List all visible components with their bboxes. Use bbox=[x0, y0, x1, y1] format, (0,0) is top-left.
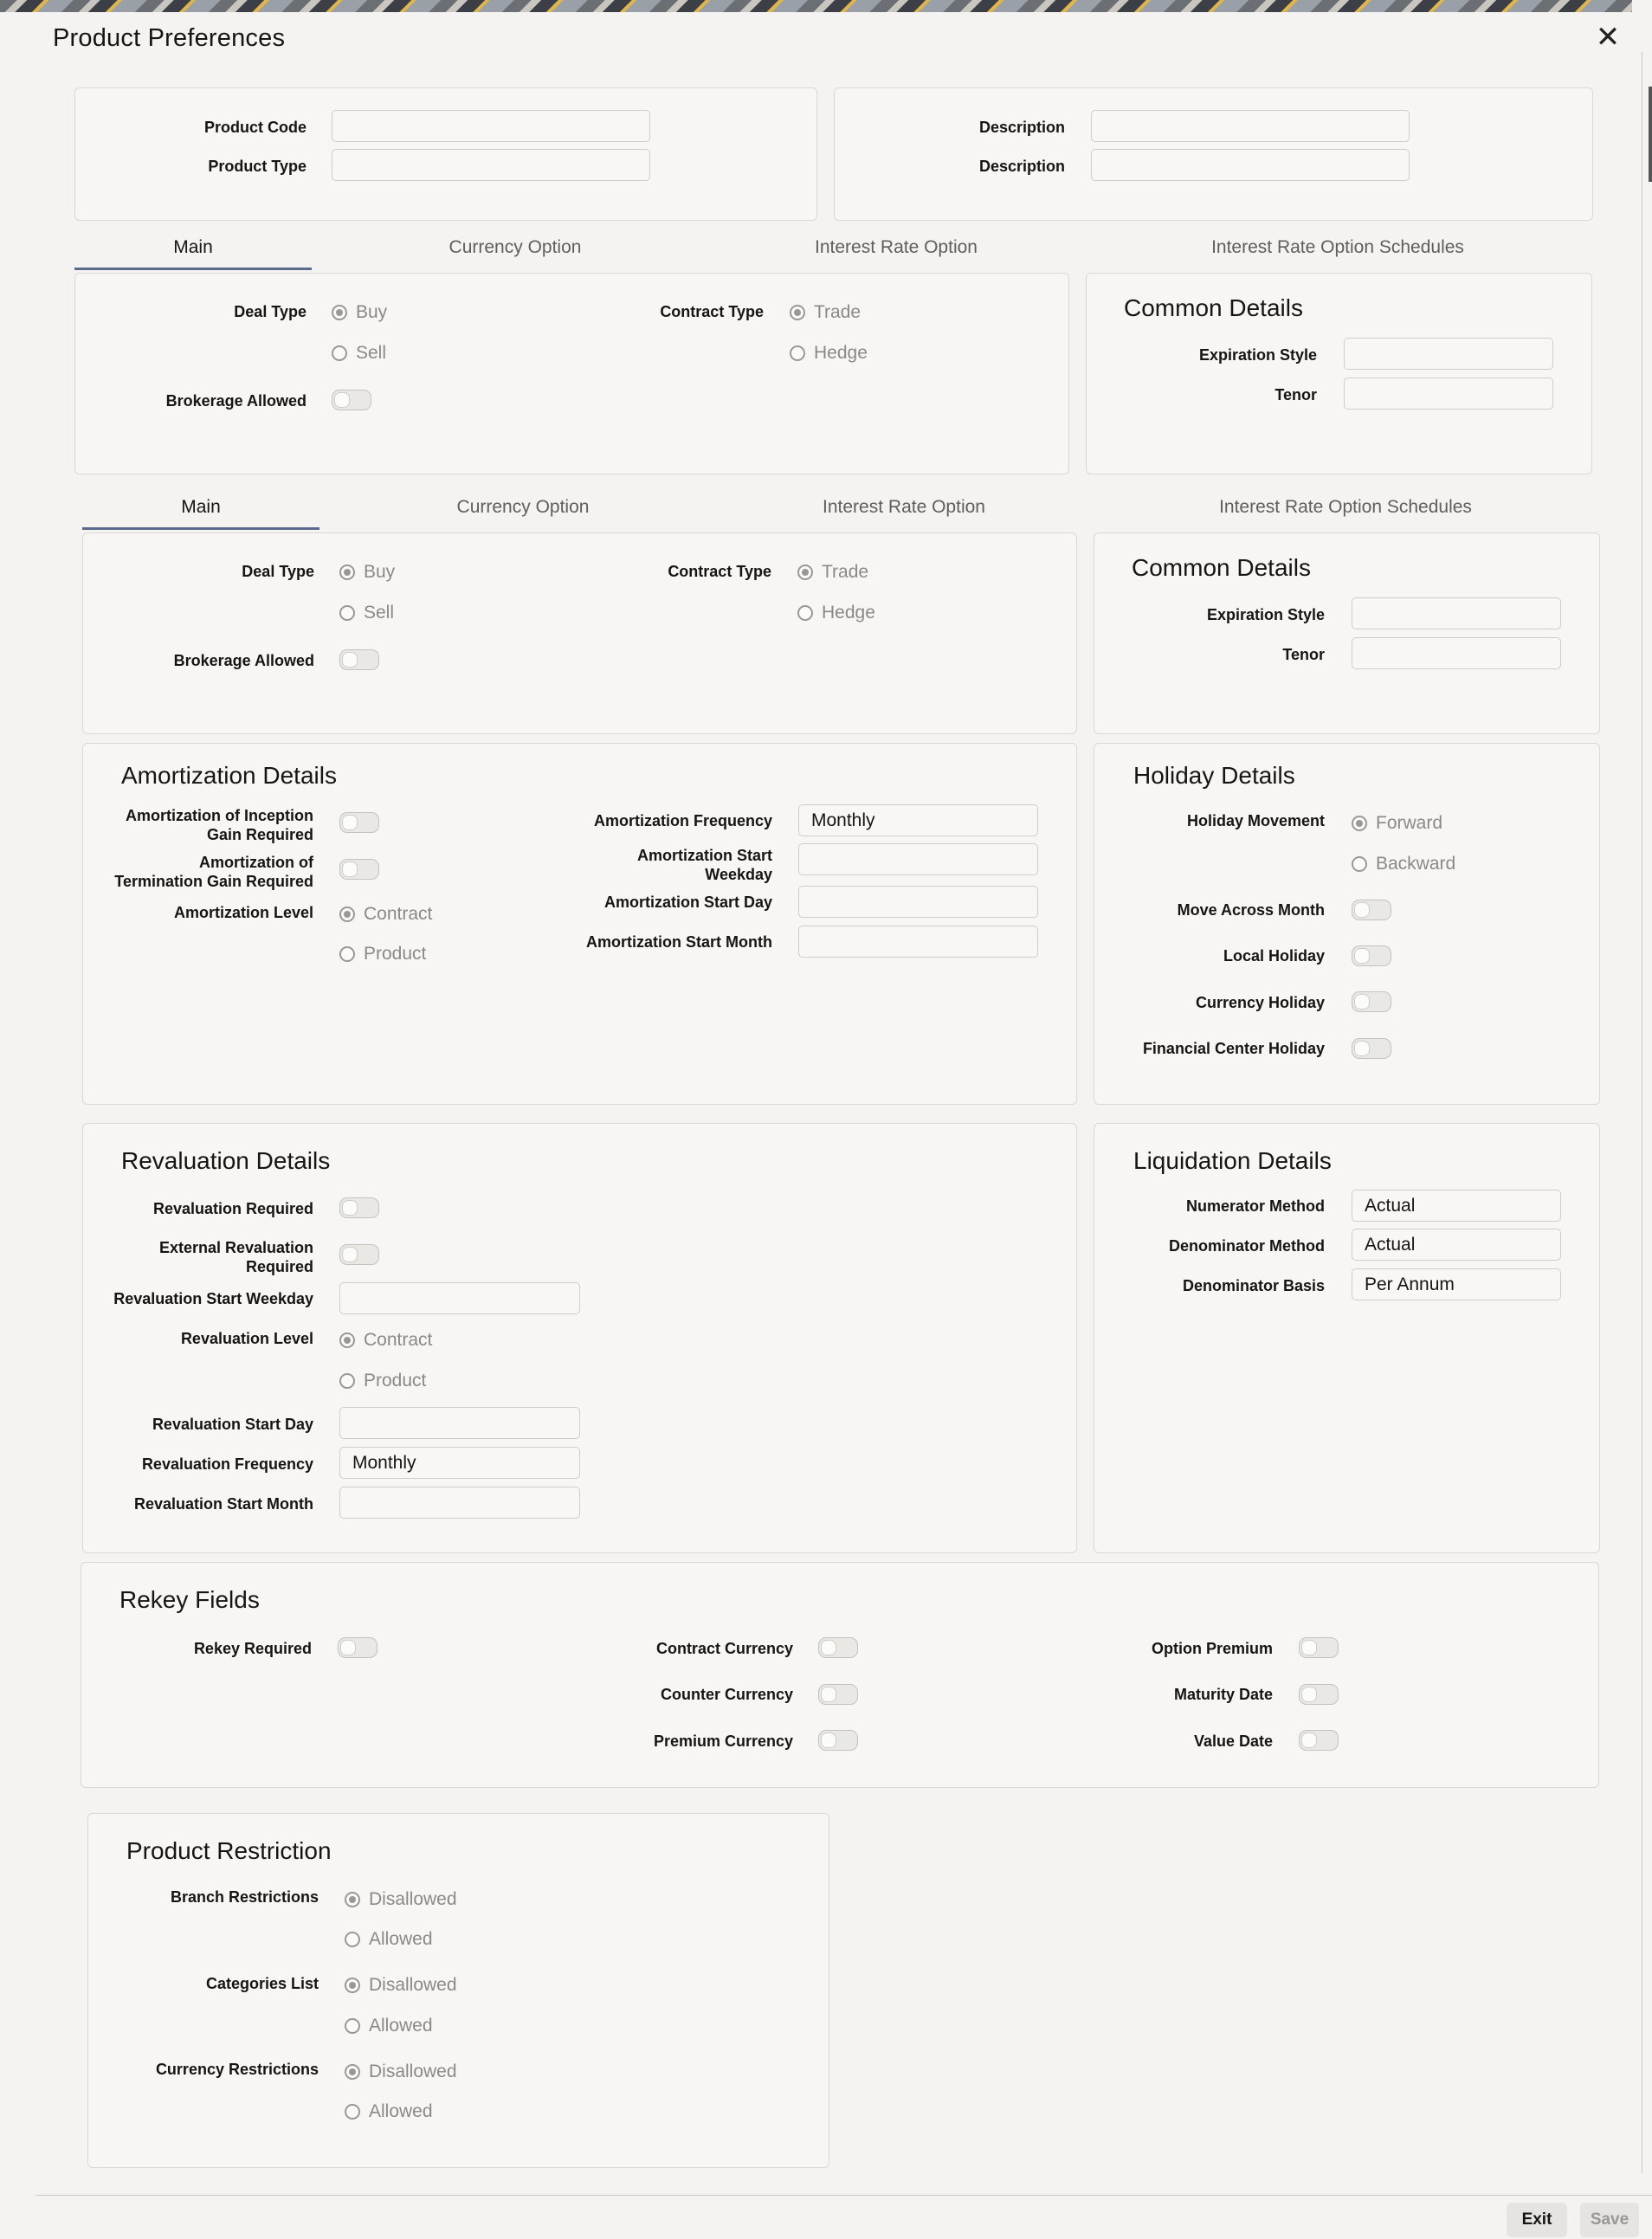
header-banner bbox=[0, 0, 1632, 12]
expiration-style-input[interactable] bbox=[1344, 338, 1553, 370]
amortization-inception-toggle[interactable] bbox=[339, 812, 379, 833]
window-title: Product Preferences bbox=[53, 24, 286, 52]
tab-active-indicator bbox=[82, 527, 319, 530]
rekey-required-label: Rekey Required bbox=[193, 1640, 312, 1657]
holiday-backward-radio[interactable]: Backward bbox=[1352, 854, 1455, 874]
deal-type-label: Deal Type bbox=[242, 563, 314, 580]
expiration-style-label: Expiration Style bbox=[1206, 606, 1325, 623]
option-premium-label: Option Premium bbox=[1151, 1640, 1273, 1657]
currency-allowed-radio[interactable]: Allowed bbox=[345, 2101, 433, 2122]
amortization-inception-label: Amortization of Inception Gain Required bbox=[126, 807, 313, 843]
amortization-level-contract-radio[interactable]: Contract bbox=[339, 904, 432, 925]
tab-currency-option[interactable]: Currency Option bbox=[448, 237, 582, 257]
save-button[interactable]: Save bbox=[1580, 2203, 1639, 2237]
rekey-heading: Rekey Fields bbox=[119, 1586, 260, 1613]
currency-holiday-label: Currency Holiday bbox=[1195, 994, 1325, 1011]
categories-allowed-radio[interactable]: Allowed bbox=[345, 2016, 433, 2036]
contract-currency-label: Contract Currency bbox=[655, 1640, 793, 1657]
holiday-forward-radio[interactable]: Forward bbox=[1352, 813, 1442, 834]
contract-type-label: Contract Type bbox=[660, 303, 764, 320]
contract-type-label: Contract Type bbox=[668, 563, 771, 580]
deal-type-buy-radio[interactable]: Buy bbox=[332, 302, 387, 323]
deal-type-sell-radio[interactable]: Sell bbox=[332, 343, 386, 364]
liquidation-panel bbox=[1094, 1123, 1600, 1553]
option-premium-toggle[interactable] bbox=[1299, 1637, 1339, 1658]
external-revaluation-label: External Revaluation Required bbox=[158, 1239, 313, 1275]
external-revaluation-toggle[interactable] bbox=[339, 1244, 379, 1265]
tab-main[interactable]: Main bbox=[173, 237, 213, 257]
tab-main[interactable]: Main bbox=[181, 497, 221, 517]
contract-type-hedge-radio[interactable]: Hedge bbox=[797, 603, 875, 623]
revaluation-start-month-input[interactable] bbox=[339, 1487, 580, 1519]
premium-currency-label: Premium Currency bbox=[653, 1732, 793, 1750]
value-date-toggle[interactable] bbox=[1299, 1730, 1339, 1751]
branch-disallowed-radio[interactable]: Disallowed bbox=[345, 1889, 457, 1910]
denominator-basis-input[interactable]: Per Annum bbox=[1352, 1268, 1561, 1300]
currency-restrictions-label: Currency Restrictions bbox=[155, 2061, 319, 2078]
revaluation-start-day-input[interactable] bbox=[339, 1407, 580, 1439]
tenor-input[interactable] bbox=[1344, 377, 1553, 410]
maturity-date-label: Maturity Date bbox=[1173, 1686, 1273, 1703]
maturity-date-toggle[interactable] bbox=[1299, 1684, 1339, 1705]
local-holiday-label: Local Holiday bbox=[1223, 947, 1325, 965]
revaluation-start-weekday-label: Revaluation Start Weekday bbox=[113, 1290, 313, 1307]
categories-list-label: Categories List bbox=[205, 1975, 319, 1992]
counter-currency-label: Counter Currency bbox=[660, 1686, 793, 1703]
tab-interest-rate-option-schedules[interactable]: Interest Rate Option Schedules bbox=[1219, 497, 1472, 517]
amortization-termination-toggle[interactable] bbox=[339, 859, 379, 880]
amortization-level-label: Amortization Level bbox=[173, 904, 313, 921]
tenor-input[interactable] bbox=[1352, 637, 1561, 669]
brokerage-allowed-toggle[interactable] bbox=[332, 390, 371, 410]
expiration-style-label: Expiration Style bbox=[1198, 346, 1317, 364]
contract-type-trade-radio[interactable]: Trade bbox=[790, 302, 861, 323]
revaluation-level-contract-radio[interactable]: Contract bbox=[339, 1330, 432, 1351]
amortization-start-month-input[interactable] bbox=[798, 926, 1038, 958]
tenor-label: Tenor bbox=[1282, 646, 1325, 663]
amortization-start-month-label: Amortization Start Month bbox=[586, 933, 772, 951]
amortization-panel bbox=[82, 743, 1077, 1105]
rekey-panel bbox=[81, 1562, 1599, 1788]
revaluation-level-label: Revaluation Level bbox=[180, 1330, 313, 1347]
revaluation-frequency-label: Revaluation Frequency bbox=[141, 1455, 313, 1473]
holiday-heading: Holiday Details bbox=[1133, 762, 1295, 789]
tab-interest-rate-option-schedules[interactable]: Interest Rate Option Schedules bbox=[1211, 237, 1464, 257]
amortization-frequency-input[interactable]: Monthly bbox=[798, 804, 1038, 836]
tab-active-indicator bbox=[74, 268, 312, 270]
holiday-movement-label: Holiday Movement bbox=[1186, 812, 1325, 829]
product-code-label: Product Code bbox=[203, 119, 307, 136]
financial-center-holiday-label: Financial Center Holiday bbox=[1142, 1040, 1325, 1057]
revaluation-level-product-radio[interactable]: Product bbox=[339, 1371, 426, 1391]
contract-currency-toggle[interactable] bbox=[818, 1637, 858, 1658]
amortization-termination-label: Amortization of Termination Gain Required bbox=[114, 854, 313, 890]
local-holiday-toggle[interactable] bbox=[1352, 945, 1391, 966]
counter-currency-toggle[interactable] bbox=[818, 1684, 858, 1705]
move-across-month-label: Move Across Month bbox=[1177, 901, 1325, 919]
tenor-label: Tenor bbox=[1274, 386, 1317, 403]
categories-disallowed-radio[interactable]: Disallowed bbox=[345, 1975, 457, 1996]
amortization-start-day-label: Amortization Start Day bbox=[603, 894, 772, 911]
close-icon[interactable]: ✕ bbox=[1595, 21, 1621, 54]
revaluation-heading: Revaluation Details bbox=[121, 1147, 331, 1174]
brokerage-allowed-label: Brokerage Allowed bbox=[173, 652, 314, 669]
revaluation-required-toggle[interactable] bbox=[339, 1197, 379, 1218]
currency-holiday-toggle[interactable] bbox=[1352, 991, 1391, 1012]
denominator-method-input[interactable]: Actual bbox=[1352, 1229, 1561, 1261]
tab-interest-rate-option[interactable]: Interest Rate Option bbox=[815, 237, 978, 257]
revaluation-frequency-input[interactable]: Monthly bbox=[339, 1447, 580, 1479]
description-label: Description bbox=[978, 158, 1065, 175]
currency-disallowed-radio[interactable]: Disallowed bbox=[345, 2062, 457, 2082]
product-type-label: Product Type bbox=[208, 158, 307, 175]
product-restriction-heading: Product Restriction bbox=[126, 1837, 332, 1864]
branch-restrictions-label: Branch Restrictions bbox=[170, 1888, 319, 1906]
brokerage-allowed-toggle[interactable] bbox=[339, 649, 379, 670]
contract-type-trade-radio[interactable]: Trade bbox=[797, 562, 868, 583]
move-across-month-toggle[interactable] bbox=[1352, 900, 1391, 920]
amortization-start-weekday-label: Amortization Start Weekday bbox=[636, 847, 772, 883]
denominator-basis-label: Denominator Basis bbox=[1182, 1277, 1325, 1294]
description-label: Description bbox=[978, 119, 1065, 136]
product-type-input[interactable] bbox=[332, 149, 650, 181]
amortization-level-product-radio[interactable]: Product bbox=[339, 944, 426, 965]
revaluation-required-label: Revaluation Required bbox=[152, 1200, 313, 1217]
brokerage-allowed-label: Brokerage Allowed bbox=[165, 392, 307, 410]
amortization-start-day-input[interactable] bbox=[798, 886, 1038, 918]
amortization-frequency-label: Amortization Frequency bbox=[593, 812, 772, 829]
product-code-input[interactable] bbox=[332, 110, 650, 142]
branch-allowed-radio[interactable]: Allowed bbox=[345, 1929, 433, 1950]
contract-type-hedge-radio[interactable]: Hedge bbox=[790, 343, 868, 364]
amortization-heading: Amortization Details bbox=[121, 762, 337, 789]
revaluation-start-month-label: Revaluation Start Month bbox=[133, 1495, 313, 1513]
exit-button[interactable]: Exit bbox=[1507, 2203, 1567, 2237]
deal-type-sell-radio[interactable]: Sell bbox=[339, 603, 394, 623]
deal-type-buy-radio[interactable]: Buy bbox=[339, 562, 395, 583]
premium-currency-toggle[interactable] bbox=[818, 1730, 858, 1751]
amortization-start-weekday-input[interactable] bbox=[798, 843, 1038, 875]
tab-currency-option[interactable]: Currency Option bbox=[456, 497, 590, 517]
description-input[interactable] bbox=[1091, 110, 1410, 142]
revaluation-start-weekday-input[interactable] bbox=[339, 1282, 580, 1314]
numerator-method-input[interactable]: Actual bbox=[1352, 1190, 1561, 1222]
denominator-method-label: Denominator Method bbox=[1169, 1237, 1325, 1255]
common-details-heading: Common Details bbox=[1124, 294, 1303, 321]
tab-interest-rate-option[interactable]: Interest Rate Option bbox=[823, 497, 985, 517]
financial-center-holiday-toggle[interactable] bbox=[1352, 1038, 1391, 1059]
deal-type-label: Deal Type bbox=[234, 303, 307, 320]
numerator-method-label: Numerator Method bbox=[1185, 1197, 1325, 1215]
revaluation-start-day-label: Revaluation Start Day bbox=[152, 1416, 313, 1433]
footer-divider bbox=[35, 2195, 1652, 2196]
description-input[interactable] bbox=[1091, 149, 1410, 181]
rekey-required-toggle[interactable] bbox=[338, 1637, 378, 1658]
scrollbar[interactable] bbox=[1649, 87, 1652, 182]
expiration-style-input[interactable] bbox=[1352, 597, 1561, 629]
common-details-heading: Common Details bbox=[1132, 554, 1311, 581]
liquidation-heading: Liquidation Details bbox=[1133, 1147, 1332, 1174]
value-date-label: Value Date bbox=[1193, 1732, 1273, 1750]
